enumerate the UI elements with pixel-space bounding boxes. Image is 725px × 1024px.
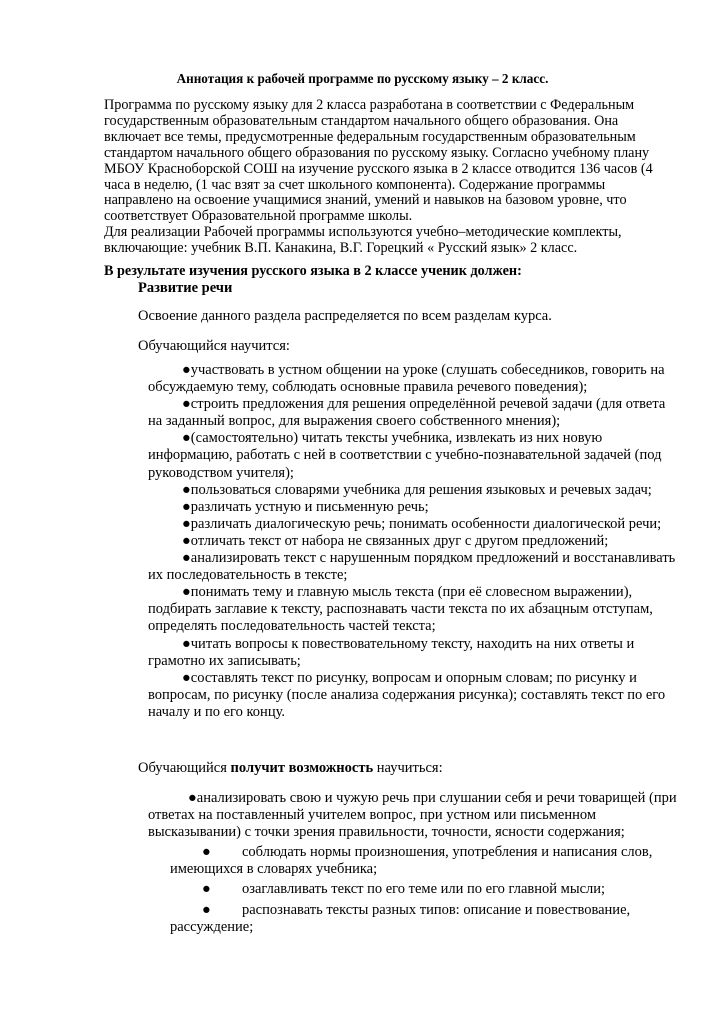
list-item: [148, 881, 678, 898]
list-item-text: различать устную и письменную речь;: [190, 498, 429, 515]
bullet-icon: ●: [202, 881, 211, 898]
possibility-suffix: научиться:: [373, 760, 443, 776]
bullet-icon: ●: [182, 532, 191, 549]
list-item-text: соблюдать нормы произношения, употребления и написания слов, имеющихся в словарях учебника;: [170, 844, 653, 878]
list-item-text: строить предложения для решения определённой речевой задачи (для ответа на заданный вопрос, для выражения своего собственного мнения);: [148, 396, 666, 430]
list-item: [148, 533, 678, 550]
list-item: [148, 430, 678, 481]
list-item: [148, 362, 678, 396]
bullet-icon: ●: [182, 498, 191, 515]
bullet-icon: ●: [182, 481, 191, 498]
list-item-text: отличать текст от набора не связанных друг с другом предложений;: [190, 532, 609, 549]
list-item: [148, 902, 678, 936]
learner-will-learn: Обучающийся научится:: [138, 338, 290, 354]
result-statement: В результате изучения русского языка в 2 классе ученик должен:: [104, 263, 522, 279]
possibility-bold: получит возможность: [230, 760, 374, 776]
list-item-text: анализировать текст с нарушенным порядком предложений и восстанавливать их последовательность в тексте;: [148, 550, 676, 584]
bullet-icon: ●: [182, 669, 191, 686]
intro-line: МБОУ Красноборской СОШ на изучение русского языка в 2 классе отводится 136 часов (4: [104, 160, 653, 177]
intro-line: включает все темы, предусмотренные федеральным государственным образовательным: [104, 128, 636, 145]
learner-may-learn: [138, 760, 443, 777]
list-item: [148, 396, 678, 430]
intro-line: часа в неделю, (1 час взят за счет школьного компонента). Содержание программы: [104, 176, 606, 193]
list-item-text: участвовать в устном общении на уроке (слушать собеседников, говорить на обсуждаемую тему, соблюдать основные правила речевого поведения);: [148, 362, 665, 396]
list-item-text: читать вопросы к повествовательному тексту, находить на них ответы и грамотно их записывать;: [148, 635, 635, 669]
bullet-icon: ●: [182, 430, 191, 447]
list-item-text: озаглавливать текст по его теме или по его главной мысли;: [242, 881, 606, 898]
list-item: [148, 584, 678, 635]
list-item-text: составлять текст по рисунку, вопросам и опорным словам; по рисунку и вопросам, по рисунку (после анализа содержания рисунка); составлять текст по его началу и по его концу.: [148, 669, 666, 720]
list-item: [148, 516, 678, 533]
document-title: Аннотация к рабочей программе по русскому языку – 2 класс.: [176, 71, 549, 86]
list-item: [148, 550, 678, 584]
bullet-icon: ●: [182, 584, 191, 601]
intro-paragraph: [104, 98, 694, 257]
bullet-icon: ●: [188, 790, 197, 806]
bullet-icon: ●: [182, 362, 191, 378]
list-item-text: распознавать тексты разных типов: описание и повествование, рассуждение;: [170, 901, 631, 935]
list-item-text: различать диалогическую речь; понимать особенности диалогической речи;: [190, 515, 662, 532]
section-paragraph: Освоение данного раздела распределяется по всем разделам курса.: [138, 308, 552, 324]
list-item-text: анализировать свою и чужую речь при слушании себя и речи товарищей (при ответах на поставленный учителем вопрос, при устном или письменном высказывании) с точки зрения правильности, точности, ясности содержания;: [148, 790, 677, 841]
list-item: [148, 482, 678, 499]
list-item-text: пользоваться словарями учебника для решения языковых и речевых задач;: [190, 481, 652, 498]
bullet-icon: ●: [202, 901, 211, 918]
extended-skills-list: [148, 790, 678, 936]
list-item: [148, 670, 678, 721]
skills-list: [148, 362, 678, 721]
bullet-icon: ●: [182, 635, 191, 652]
intro-line: соответствует Образовательной программе школы.: [104, 208, 413, 225]
bullet-icon: ●: [182, 550, 191, 567]
intro-line: стандартом начального общего образования по русскому языку. Согласно учебному плану: [104, 144, 650, 161]
intro-line: включающие: учебник В.П. Канакина, В.Г. Горецкий « Русский язык» 2 класс.: [104, 240, 578, 257]
intro-line: Для реализации Рабочей программы используются учебно–методические комплекты,: [104, 224, 622, 241]
intro-line: государственным образовательным стандартом начального общего образования. Она: [104, 112, 619, 129]
intro-line: Программа по русскому языку для 2 класса разработана в соответствии с Федеральным: [104, 97, 635, 113]
bullet-icon: ●: [182, 396, 191, 413]
list-item: [148, 790, 678, 841]
list-item: [148, 499, 678, 516]
list-item-text: (самостоятельно) читать тексты учебника, извлекать из них новую информацию, работать с ней в соответствии с учебно-познавательной задачей (под руководством учителя);: [148, 430, 662, 481]
list-item-text: понимать тему и главную мысль текста (при её словесном выражении), подбирать заглавие к тексту, распознавать части текста по их абзацным отступам, определять последовательность частей текста;: [148, 584, 653, 635]
section-heading: Развитие речи: [138, 280, 233, 296]
bullet-icon: ●: [182, 515, 191, 532]
intro-line: направлено на освоение учащимися знаний, умений и навыков на базовом уровне, что: [104, 192, 627, 209]
bullet-icon: ●: [202, 844, 211, 861]
list-item: [148, 844, 678, 878]
possibility-prefix: Обучающийся: [138, 760, 231, 776]
list-item: [148, 636, 678, 670]
